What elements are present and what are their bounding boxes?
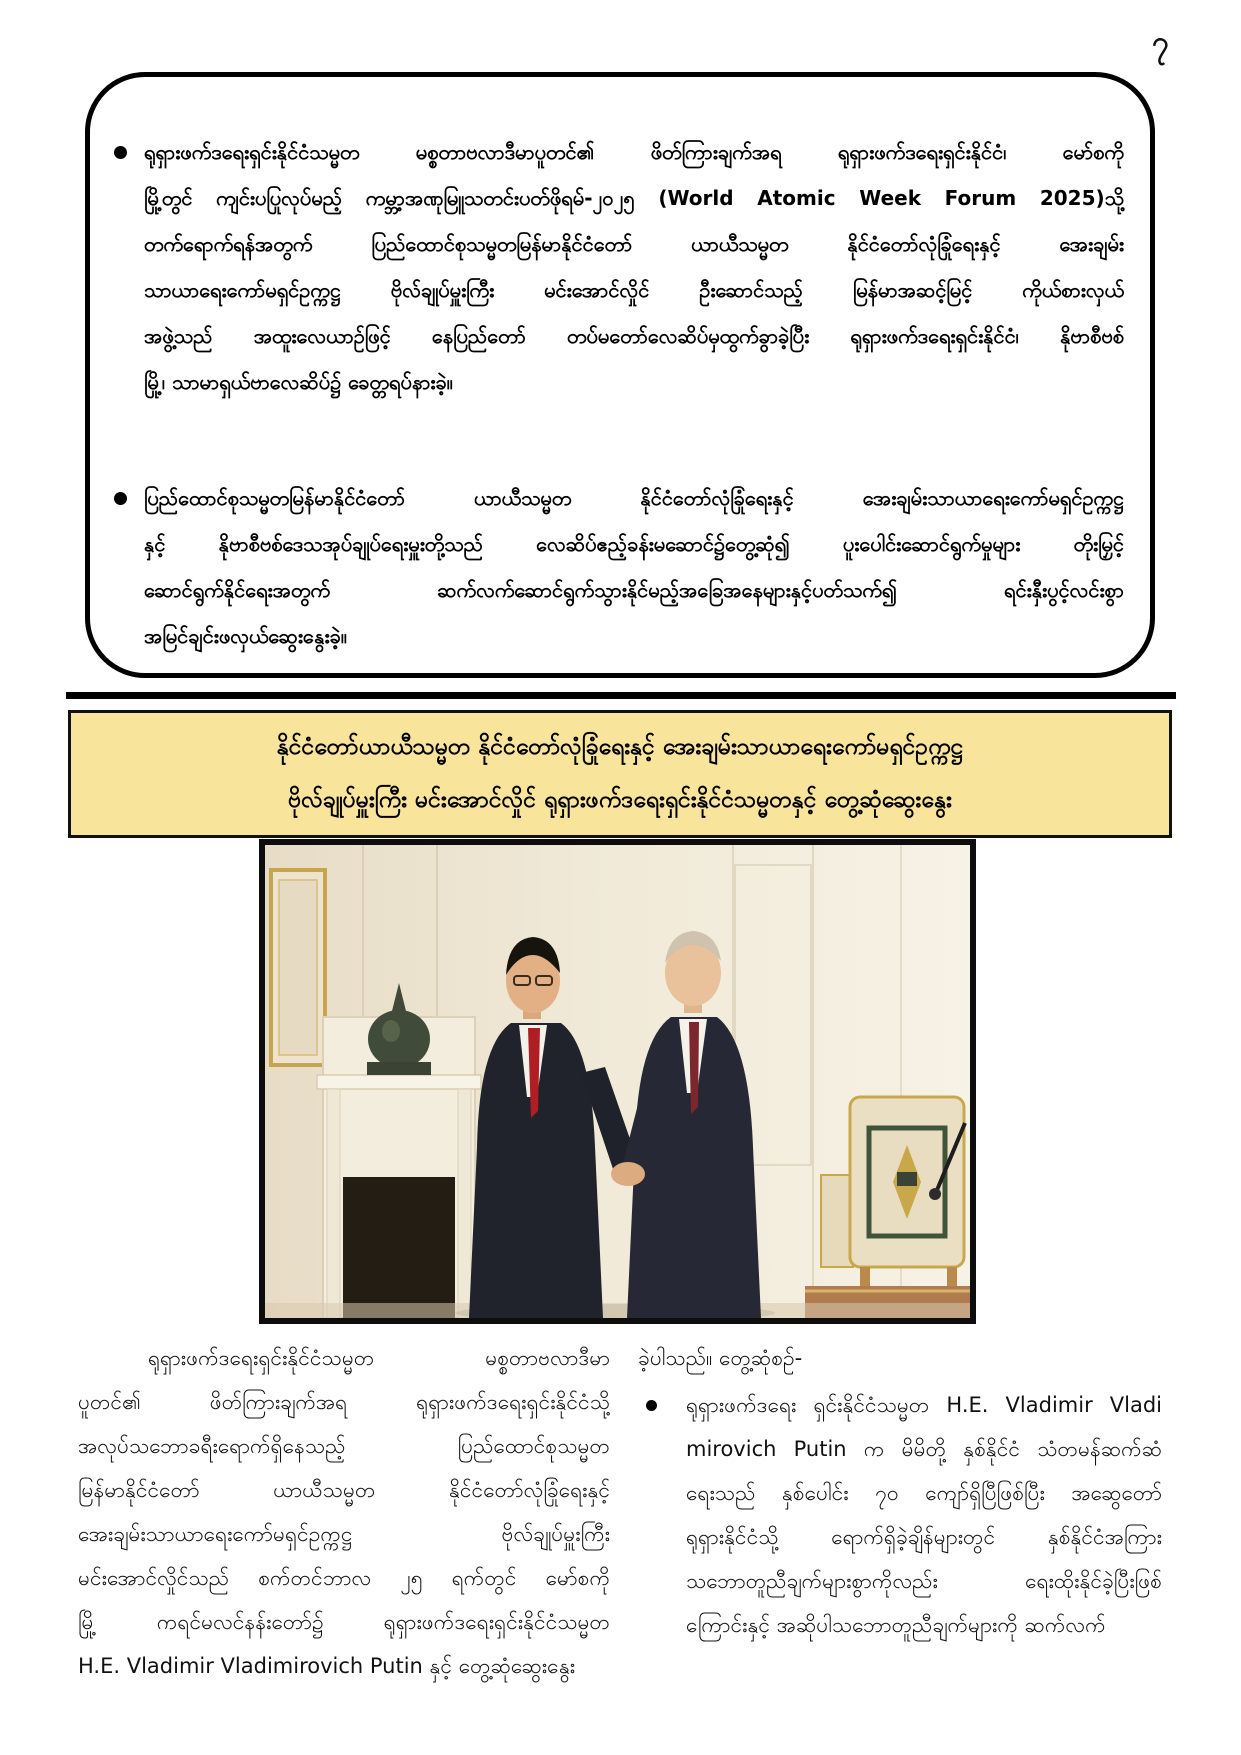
article-line: ရုရှားဖက်ဒရေး ရှင်းနိုင်ငံသမ္မတ H.E. Vladimir Vladi — [686, 1393, 1162, 1417]
summary-line: မြို့တွင် ကျင်းပပြုလုပ်မည့် ကမ္ဘာ့အဏုမြူသတင်းပတ်ဖိုရမ်-၂၀၂၅ (World Atomic Week Forum 2025)သို့ — [144, 186, 1124, 210]
page-number: ၇ — [1152, 25, 1169, 60]
article-line: မြို့ ကရင်မလင်နန်းတော်၌ ရုရှားဖက်ဒရေးရှင်းနိုင်ငံသမ္မတ — [78, 1610, 610, 1634]
summary-line: အဖွဲ့သည် အထူးလေယာဉ်ဖြင့် နေပြည်တော် တပ်မတော်လေဆိပ်မှထွက်ခွာခဲ့ပြီး ရုရှားဖက်ဒရေးရှင်းနိုင်ငံ၊ နိုဗာစီဗစ် — [144, 324, 1124, 348]
headline-line: နိုင်ငံတော်ယာယီသမ္မတ နိုင်ငံတော်လုံခြုံရေးနှင့် အေးချမ်းသာယာရေးကော်မရှင်ဥက္ကဋ္ဌ — [276, 734, 964, 760]
article-intro-line: ခဲ့ပါသည်။ တွေ့ဆုံစဉ်- — [638, 1346, 803, 1370]
summary-line: ဆောင်ရွက်နိုင်ရေးအတွက် ဆက်လက်ဆောင်ရွက်သွားနိုင်မည့်အခြေအနေများနှင့်ပတ်သက်၍ ရင်းနှီးပွင့်လင်းစွာ — [144, 578, 1124, 602]
article-line: မင်းအောင်လှိုင်သည် စက်တင်ဘာလ ၂၅ ရက်တွင် မော်စကို — [78, 1566, 610, 1590]
section-divider — [66, 692, 1176, 699]
article-right-column — [638, 1336, 1162, 1647]
article-line: အလုပ်သဘောခရီးရောက်ရှိနေသည့် ပြည်ထောင်စုသမ္မတ — [78, 1434, 610, 1458]
summary-line: မြို့၊ သာမာရှယ်ဗာလေဆိပ်၌ ခေတ္တရပ်နားခဲ့။ — [144, 370, 453, 394]
article-line: မြန်မာနိုင်ငံတော် ယာယီသမ္မတ နိုင်ငံတော်လုံခြုံရေးနှင့် — [78, 1478, 610, 1502]
summary-line: ပြည်ထောင်စုသမ္မတမြန်မာနိုင်ငံတော် ယာယီသမ္မတ နိုင်ငံတော်လုံခြုံရေးနှင့် အေးချမ်းသာယာရေးကော်မရှင်ဥက္ကဋ္ဌ — [144, 486, 1124, 510]
article-line: ကြောင်းနှင့် အဆိုပါသဘောတူညီချက်များကို ဆက်လက် — [686, 1613, 1106, 1637]
article-left-column — [78, 1336, 610, 1688]
article-bullet-item — [638, 1383, 1162, 1647]
article-line: ရုရှားဖက်ဒရေးရှင်းနိုင်ငံသမ္မတ မစ္စတာဗလာဒီမာ — [148, 1346, 610, 1370]
headline-line: ဗိုလ်ချုပ်မှူးကြီး မင်းအောင်လှိုင် ရုရှားဖက်ဒရေးရှင်းနိုင်ငံသမ္မတနှင့် တွေ့ဆုံဆွေးနွေး — [288, 787, 952, 813]
article-line: ပူတင်၏ ဖိတ်ကြားချက်အရ ရုရှားဖက်ဒရေးရှင်းနိုင်ငံသို့ — [78, 1390, 610, 1414]
headline-box — [68, 710, 1172, 838]
summary-line: သာယာရေးကော်မရှင်ဥက္ကဋ္ဌ ဗိုလ်ချုပ်မှူးကြီး မင်းအောင်လှိုင် ဦးဆောင်သည့် မြန်မာအဆင့်မြင့် ကိုယ်စားလှယ် — [144, 278, 1124, 302]
bullet-marker-icon — [114, 492, 127, 505]
summary-line: အမြင်ချင်းဖလှယ်ဆွေးနွေးခဲ့။ — [144, 624, 347, 648]
article-line: H.E. Vladimir Vladimirovich Putin နှင့် တွေ့ဆုံဆွေးနွေး — [78, 1654, 576, 1678]
meeting-photo-illustration — [265, 845, 970, 1318]
article-line: mirovich Putin က မိမိတို့ နှစ်နိုင်ငံ သံတမန်ဆက်ဆံ — [686, 1437, 1162, 1461]
summary-line: နှင့် နိုဗာစီဗစ်ဒေသအုပ်ချုပ်ရေးမှူးတို့သည် လေဆိပ်ဧည့်ခန်းမဆောင်၌တွေ့ဆုံ၍ ပူးပေါင်းဆောင်ရွက်မှုများ တိုးမြှင့် — [144, 532, 1124, 556]
summary-box — [85, 72, 1155, 678]
bullet-marker-icon — [646, 1400, 657, 1411]
summary-line: ရုရှားဖက်ဒရေးရှင်းနိုင်ငံသမ္မတ မစ္စတာဗလာဒီမာပူတင်၏ ဖိတ်ကြားချက်အရ ရုရှားဖက်ဒရေးရှင်းနိုင်ငံ၊ မော်စကို — [144, 140, 1124, 164]
article-line: သဘောတူညီချက်များစွာကိုလည်း ရေးထိုးနိုင်ခဲ့ပြီးဖြစ် — [686, 1569, 1162, 1593]
summary-bullet-2 — [114, 475, 1124, 659]
article-line: ရုရှားနိုင်ငံသို့ ရောက်ရှိခဲ့ချိန်များတွင် နှစ်နိုင်ငံအကြား — [686, 1525, 1162, 1549]
article-line: အေးချမ်းသာယာရေးကော်မရှင်ဥက္ကဋ္ဌ ဗိုလ်ချုပ်မှူးကြီး — [78, 1522, 610, 1546]
meeting-photo — [259, 839, 976, 1324]
summary-bullet-1 — [114, 129, 1124, 405]
article-line: ရေးသည် နှစ်ပေါင်း ၇၀ ကျော်ရှိပြီဖြစ်ပြီး အဆွေတော် — [686, 1481, 1162, 1505]
bullet-marker-icon — [114, 146, 127, 159]
summary-line: တက်ရောက်ရန်အတွက် ပြည်ထောင်စုသမ္မတမြန်မာနိုင်ငံတော် ယာယီသမ္မတ နိုင်ငံတော်လုံခြုံရေးနှင့် အေးချမ်း — [144, 232, 1124, 256]
